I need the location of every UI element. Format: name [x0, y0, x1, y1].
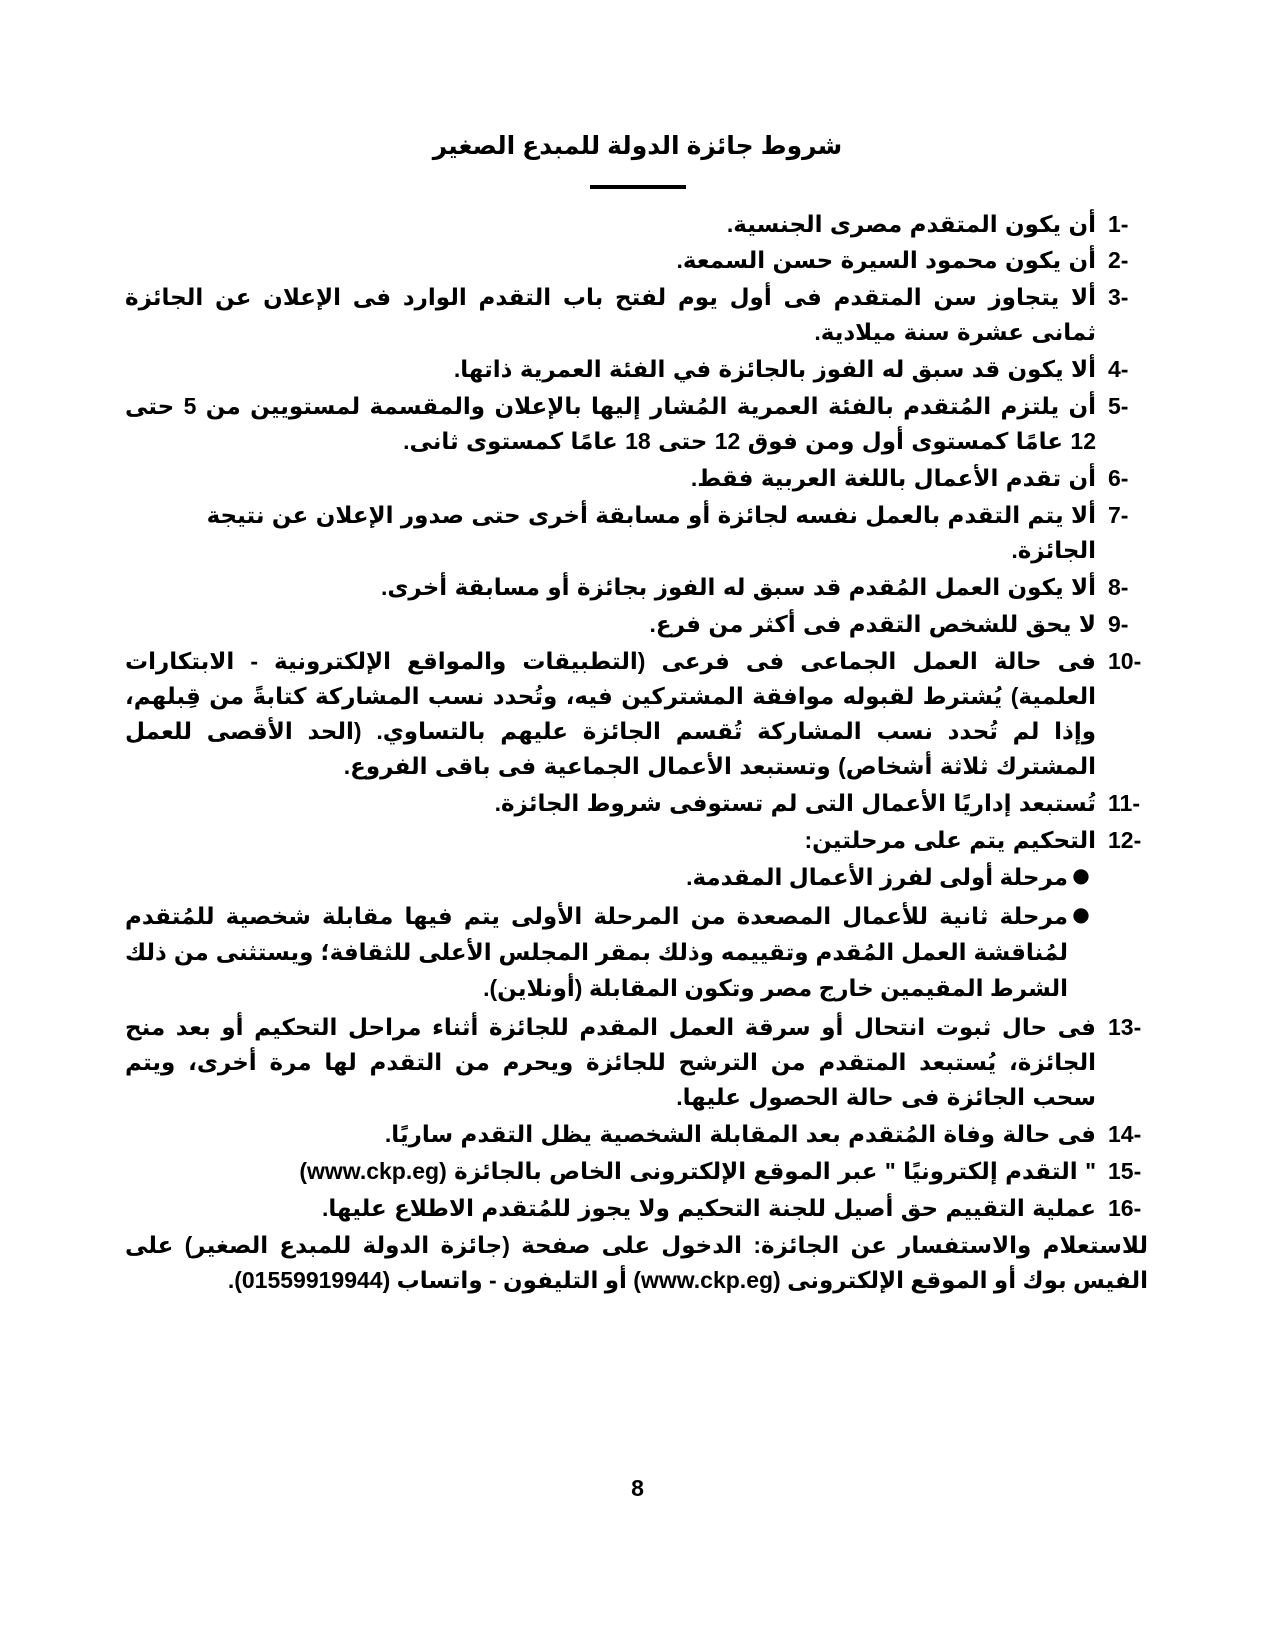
condition-text-4: ألا يكون قد سبق له الفوز بالجائزة في الفئة العمرية ذاتها.	[453, 356, 1096, 383]
condition-item-10	[125, 644, 1150, 784]
condition-item-11	[125, 786, 1150, 821]
condition-number-8: 8-	[1108, 574, 1129, 601]
condition-text-2: أن يكون محمود السيرة حسن السمعة.	[676, 247, 1096, 274]
condition-item-7	[125, 498, 1150, 568]
condition-item-14	[125, 1117, 1150, 1152]
bullet-icon: ●	[1072, 862, 1090, 887]
judging-stage-item-2	[125, 899, 1094, 1006]
condition-text-7: ألا يتم التقدم بالعمل نفسه لجائزة أو مسابقة أخرى حتى صدور الإعلان عن نتيجة الجائزة.	[206, 502, 1096, 564]
contact-paragraph: للاستعلام والاستفسار عن الجائزة: الدخول على صفحة (جائزة الدولة للمبدع الصغير) على الفيس بوك أو الموقع الإلكترونى (www.ckp.eg) أو التليفون - واتساب (01559919944).	[125, 1231, 1148, 1293]
condition-number-2: 2-	[1108, 247, 1129, 274]
condition-number-12: 12-	[1108, 826, 1142, 853]
condition-text-6: أن تقدم الأعمال باللغة العربية فقط.	[690, 465, 1096, 492]
judging-stages-sublist	[125, 860, 1150, 1007]
condition-item-4	[125, 352, 1150, 387]
condition-number-9: 9-	[1108, 610, 1129, 637]
condition-number-14: 14-	[1108, 1121, 1142, 1148]
condition-text-3: ألا يتجاوز سن المتقدم فى أول يوم لفتح باب التقدم الوارد فى الإعلان عن الجائزة ثمانى عشرة سنة ميلادية.	[125, 284, 1096, 346]
judging-stage-text-1: مرحلة أولى لفرز الأعمال المقدمة.	[686, 863, 1068, 890]
condition-number-3: 3-	[1108, 284, 1129, 311]
condition-text-1: أن يكون المتقدم مصرى الجنسية.	[726, 210, 1096, 237]
condition-text-12: التحكيم يتم على مرحلتين:	[804, 826, 1096, 853]
condition-item-6	[125, 461, 1150, 496]
condition-number-5: 5-	[1108, 393, 1129, 420]
condition-text-9: لا يحق للشخص التقدم فى أكثر من فرع.	[649, 610, 1096, 637]
condition-item-9	[125, 607, 1150, 642]
condition-item-12	[125, 823, 1150, 858]
condition-item-2	[125, 243, 1150, 278]
condition-number-4: 4-	[1108, 356, 1129, 383]
condition-item-13	[125, 1010, 1150, 1115]
condition-text-10: فى حالة العمل الجماعى فى فرعى (التطبيقات والمواقع الإلكترونية - الابتكارات العلمية) يُشترط لقبوله موافقة المشتركين فيه، وتُحدد نسب المشاركة كتابةً من قِبلهم، وإذا لم تُحدد نسب المشاركة تُقسم الجائزة عليهم بالتساوي. (الحد الأقصى للعمل المشترك ثلاثة أشخاص) وتستبعد الأعمال الجماعية فى باقى الفروع.	[125, 647, 1096, 779]
conditions-list	[125, 207, 1150, 1226]
bullet-icon: ●	[1072, 902, 1090, 927]
judging-stage-text-2: مرحلة ثانية للأعمال المصعدة من المرحلة الأولى يتم فيها مقابلة شخصية للمُتقدم لمُناقشة العمل المُقدم وتقييمه وذلك بمقر المجلس الأعلى للثقافة؛ ويستثنى من ذلك الشرط المقيمين خارج مصر وتكون المقابلة (أونلاين).	[125, 903, 1068, 1001]
title-block	[125, 130, 1150, 189]
condition-number-16: 16-	[1108, 1194, 1142, 1221]
condition-number-1: 1-	[1108, 210, 1129, 237]
condition-text-15: " التقدم إلكترونيًا " عبر الموقع الإلكترونى الخاص بالجائزة (www.ckp.eg)	[299, 1158, 1096, 1185]
condition-number-13: 13-	[1108, 1014, 1142, 1041]
condition-item-8	[125, 570, 1150, 605]
condition-item-5	[125, 389, 1150, 459]
condition-text-13: فى حال ثبوت انتحال أو سرقة العمل المقدم للجائزة أثناء مراحل التحكيم أو بعد منح الجائزة، يُستبعد المتقدم من الترشح للجائزة ويحرم من التقدم لها مرة أخرى، ويتم سحب الجائزة فى حالة الحصول عليها.	[125, 1014, 1096, 1111]
condition-text-14: فى حالة وفاة المُتقدم بعد المقابلة الشخصية يظل التقدم ساريًا.	[384, 1121, 1096, 1148]
condition-text-11: تُستبعد إداريًا الأعمال التى لم تستوفى شروط الجائزة.	[494, 789, 1096, 816]
condition-number-11: 11-	[1108, 789, 1140, 816]
condition-text-5: أن يلتزم المُتقدم بالفئة العمرية المُشار إليها بالإعلان والمقسمة لمستويين من 5 حتى 12 عامًا كمستوى أول ومن فوق 12 حتى 18 عامًا كمستوى ثانى.	[125, 393, 1097, 455]
page-title: شروط جائزة الدولة للمبدع الصغير	[432, 132, 843, 160]
condition-number-7: 7-	[1108, 502, 1129, 529]
judging-stage-item-1	[125, 860, 1094, 896]
page-number: 8	[631, 1475, 644, 1501]
condition-item-15	[125, 1154, 1150, 1189]
condition-item-16	[125, 1191, 1150, 1226]
condition-text-8: ألا يكون العمل المُقدم قد سبق له الفوز بجائزة أو مسابقة أخرى.	[380, 574, 1096, 601]
condition-number-6: 6-	[1108, 465, 1129, 492]
condition-item-1	[125, 207, 1150, 242]
condition-text-16: عملية التقييم حق أصيل للجنة التحكيم ولا يجوز للمُتقدم الاطلاع عليها.	[322, 1194, 1096, 1221]
condition-number-10: 10-	[1108, 647, 1142, 674]
title-underline-rule	[590, 185, 686, 189]
condition-item-3	[125, 280, 1150, 350]
condition-number-15: 15-	[1108, 1158, 1142, 1185]
